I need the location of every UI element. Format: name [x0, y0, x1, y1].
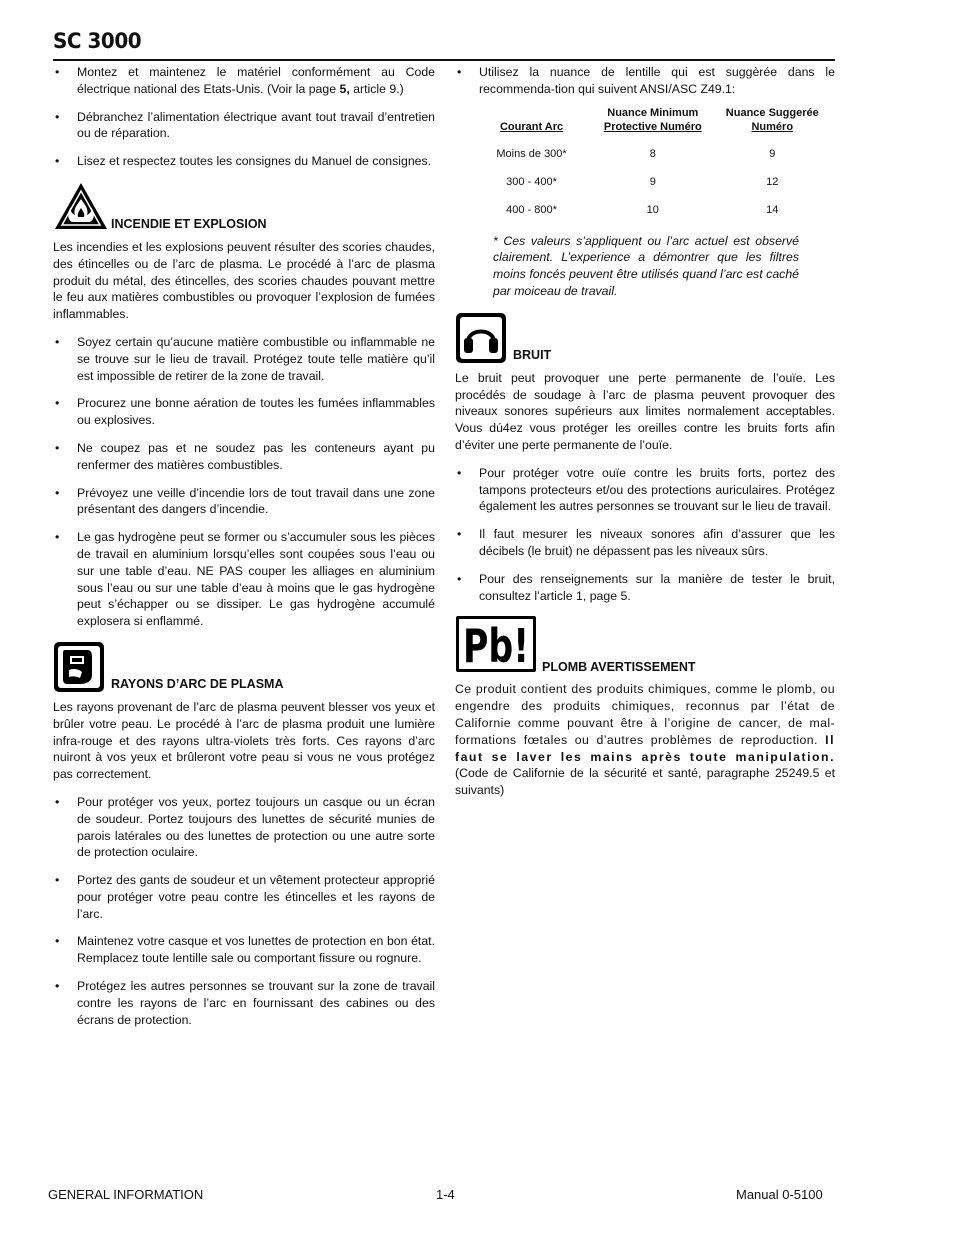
list-item: • Ne coupez pas et ne soudez pas les conteneurs ayant pu renfermer des matières combustibles.	[53, 440, 435, 474]
lens-bullet-list	[455, 64, 835, 98]
column-header-current: Courant Arc	[499, 121, 564, 134]
fire-bullet-list	[53, 334, 435, 630]
list-item: • Pour protéger votre ouïe contre les bruits forts, portez des tampons protecteurs et/ou des protections auriculaires. Protégez également les autres personnes se trouvant sur le lieu de travail.	[455, 465, 835, 515]
noise-section-heading: BRUIT	[513, 347, 552, 362]
page-title: SC 3000	[53, 29, 142, 53]
lead-warning-icon	[455, 615, 537, 678]
noise-paragraph: Le bruit peut provoquer une perte permanente de l’ouïe. Les procédés de soudage à l’arc de plasma peuvent provoquer des niveaux sonores supérieurs aux limites normalement acceptables. Vous dú4ez vous protéger les oreilles contre les bruits forts afin d’éviter une perte permanente de l’ouïe.	[455, 370, 835, 452]
left-column	[53, 64, 435, 1039]
table-row	[470, 169, 832, 197]
table-cell: 10	[646, 204, 659, 217]
table-cell: 9	[649, 176, 656, 189]
table-footnote: * Ces valeurs s’appliquent ou l’arc actuel est observé clairement. L’experience a démontrer que les filtres moins foncés peuvent être utilisés quand l’arc est caché par moiceau de travail.	[493, 233, 799, 298]
list-item: • Soyez certain qu’aucune matière combustible ou inflammable ne se trouve sur le lieu de travail. Protégez toute telle matière qu’il est impossible de retirer de la zone de travail.	[53, 334, 435, 384]
list-item: • Pour des renseignements sur la manière de tester le bruit, consultez l’article 1, page 5.	[455, 571, 835, 605]
table-row	[470, 141, 832, 169]
lead-paragraph: Ce produit contient des produits chimiques, comme le plomb, ou engendre des produits chimiques, reconnus par l’état de Californie comme pouvant être à l’origine de cancer, de mal-formations fœtales ou d’autres problèmes de reproduction. Il faut se laver les mains après toute manipulation. (Code de Californie de la sécurité et santé, paragraphe 25249.5 et suivants)	[455, 682, 835, 798]
lead-code-note: (Code de Californie de la sécurité et santé, paragraphe 25249.5 et suivants)	[455, 766, 835, 798]
list-item: • Procurez une bonne aération de toutes les fumées inflammables ou explosives.	[53, 395, 435, 429]
table-cell: 9	[769, 148, 776, 161]
table-cell: 400 - 800*	[506, 204, 557, 217]
header-rule	[53, 59, 835, 61]
fire-section-header	[53, 181, 435, 231]
table-cell: 300 - 400*	[506, 176, 557, 189]
fire-paragraph: Les incendies et les explosions peuvent résulter des scories chaudes, des étincelles ou de l’arc de plasma. Le procédé à l’arc de plasma produit du métal, des étincelles, des scories chaudes pouvant mettre le feu aux matières combustibles ou provoquer l’explosion de fumées inflammables.	[53, 239, 435, 322]
list-item: • Lisez et respectez toutes les consignes du Manuel de consignes.	[53, 153, 435, 170]
noise-bullet-list	[455, 465, 835, 605]
right-column	[455, 64, 835, 810]
intro-bullet-list	[53, 64, 435, 170]
noise-section-header	[455, 312, 835, 362]
lead-section-header	[455, 615, 835, 673]
footer-page-number: 1-4	[436, 1187, 455, 1202]
ear-protection-icon	[455, 312, 507, 369]
lead-bold-warning: Il faut se laver les mains après toute manipulation.	[455, 732, 835, 764]
fire-section-heading: INCENDIE ET EXPLOSION	[111, 217, 267, 232]
rays-bullet-list	[53, 794, 435, 1029]
rays-section-heading: RAYONS D’ARC DE PLASMA	[111, 677, 284, 692]
rays-section-header	[53, 641, 435, 691]
list-item: • Pour protéger vos yeux, portez toujours un casque ou un écran de soudeur. Portez toujours des lunettes de sécurité munies de parois latérales ou des lunettes de protection ou une autre sorte de protection oculaire.	[53, 794, 435, 861]
welding-helmet-icon	[53, 641, 105, 698]
table-header-row	[470, 106, 832, 141]
table-cell: 12	[766, 176, 779, 189]
column-header-minimum-shade: Nuance Minimum Protective Numéro	[603, 106, 702, 134]
svg-text:Pb!: Pb!	[463, 619, 529, 674]
list-item: • Portez des gants de soudeur et un vêtement protecteur approprié pour protéger votre peau contre les étincelles et les rayons de l’arc.	[53, 872, 435, 922]
list-item: • Protégez les autres personnes se trouvant sur la zone de travail contre les rayons de l’arc en fournissant des cabines ou des écrans de protection.	[53, 978, 435, 1028]
list-item: • Le gas hydrogène peut se former ou s’accumuler sous les pièces de travail en aluminium lorsqu’elles sont coupées sous l’eau ou sur une table d’eau. NE PAS couper les alliages en aluminium sous l’eau ou sur une table d’eau à moins que le gas hydrogène peut s’échapper ou se dissiper. Le gas hydrogène accumulé explosera si enflammé.	[53, 529, 435, 630]
footer-section-name: GENERAL INFORMATION	[48, 1187, 204, 1202]
list-item: • Débranchez l’alimentation électrique avant tout travail d’entretien ou de réparation.	[53, 109, 435, 143]
table-cell: 14	[766, 204, 779, 217]
list-item: • Maintenez votre casque et vos lunettes de protection en bon état. Remplacez toute lentille sale ou comportant fissure ou rognure.	[53, 933, 435, 967]
footer-manual-number: Manual 0-5100	[736, 1187, 823, 1202]
table-row	[470, 197, 832, 225]
lead-section-heading: PLOMB AVERTISSEMENT	[542, 659, 696, 674]
column-header-suggested-shade: Nuance Suggerée Numéro	[725, 106, 819, 134]
list-item: • Prévoyez une veille d’incendie lors de tout travail dans une zone présentant des dangers d’incendie.	[53, 485, 435, 519]
list-item: • Utilisez la nuance de lentille qui est suggèrée dans le recommenda-tion qui suivent ANSI/ASC Z49.1:	[455, 64, 835, 98]
fire-warning-icon	[53, 181, 109, 236]
shade-table	[470, 106, 832, 225]
table-cell: Moins de 300*	[496, 148, 567, 161]
rays-paragraph: Les rayons provenant de l’arc de plasma peuvent blesser vos yeux et brûler votre peau. Le procédé à l’arc de plasma produit une lumière infra-rouge et des rayons ultra-violets très forts. Ces rayons d’arc nuiront à vos yeux et brûleront votre peau si vous ne vous protégez pas correctement.	[53, 699, 435, 782]
table-cell: 8	[649, 148, 656, 161]
list-item: • Montez et maintenez le matériel conformément au Code électrique national des Etats-Unis. (Voir la page 5, article 9.)	[53, 64, 435, 98]
list-item: • Il faut mesurer les niveaux sonores afin d’assurer que les décibels (le bruit) ne dépassent pas les niveaux sûrs.	[455, 526, 835, 560]
